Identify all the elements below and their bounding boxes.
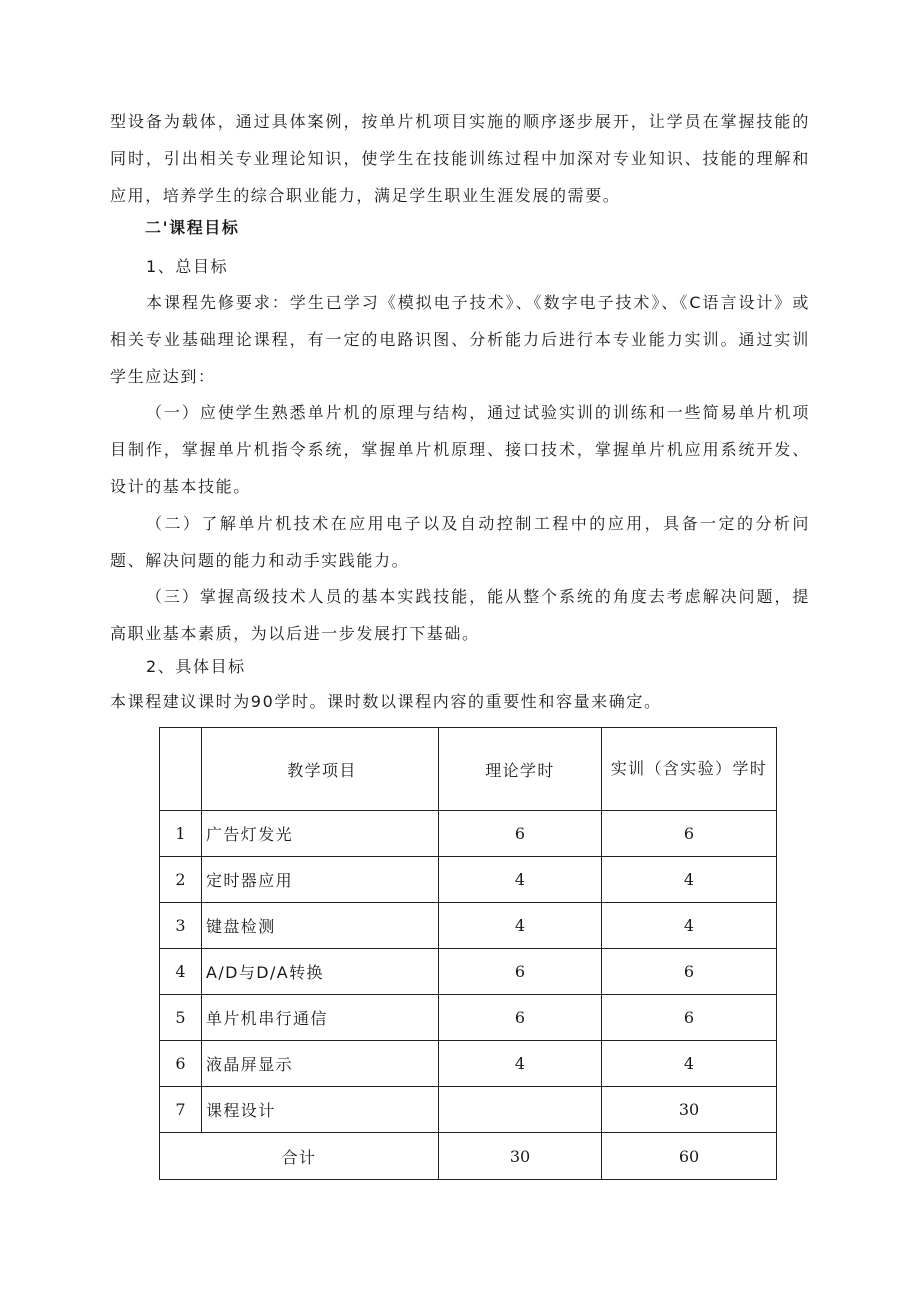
course-hours-table xyxy=(159,727,777,1180)
section-heading-course-goals: 二'课程目标 xyxy=(145,218,240,237)
prerequisite-paragraph: 本课程先修要求：学生已学习《模拟电子技术》、《数字电子技术》、《C语言设计》或相关专业基础理论课程，有一定的电路识图、分析能力后进行本专业能力实训。通过实训学生应达到： xyxy=(110,293,810,386)
total-theory: 30 xyxy=(439,1133,602,1180)
row-item: 课程设计 xyxy=(202,1087,439,1133)
row-no: 7 xyxy=(160,1087,202,1133)
row-practice: 6 xyxy=(602,811,777,857)
table-total-row xyxy=(160,1133,777,1180)
goal-paragraph-3: （三）掌握高级技术人员的基本实践技能，能从整个系统的角度去考虑解决问题，提高职业基本素质，为以后进一步发展打下基础。 xyxy=(110,587,810,643)
table-row xyxy=(160,903,777,949)
row-no: 1 xyxy=(160,811,202,857)
table-row xyxy=(160,811,777,857)
header-item: 教学项目 xyxy=(202,728,439,811)
row-no: 3 xyxy=(160,903,202,949)
row-theory xyxy=(439,1087,602,1133)
row-item: 键盘检测 xyxy=(202,903,439,949)
goal-paragraph-2: （二）了解单片机技术在应用电子以及自动控制工程中的应用，具备一定的分析问题、解决问题的能力和动手实践能力。 xyxy=(110,514,810,570)
header-no xyxy=(160,728,202,811)
row-item: A/D与D/A转换 xyxy=(202,949,439,995)
table-header-row xyxy=(160,728,777,811)
intro-paragraph: 型设备为载体，通过具体案例，按单片机项目实施的顺序逐步展开，让学员在掌握技能的同时，引出相关专业理论知识，使学生在技能训练过程中加深对专业知识、技能的理解和应用，培养学生的综合职业能力，满足学生职业生涯发展的需要。 xyxy=(110,112,810,205)
row-practice: 4 xyxy=(602,857,777,903)
row-practice: 4 xyxy=(602,1041,777,1087)
header-practice-hours: 实训（含实验）学时 xyxy=(602,728,777,811)
row-no: 6 xyxy=(160,1041,202,1087)
row-item: 液晶屏显示 xyxy=(202,1041,439,1087)
table-row xyxy=(160,949,777,995)
row-item: 单片机串行通信 xyxy=(202,995,439,1041)
table-row xyxy=(160,1087,777,1133)
row-theory: 4 xyxy=(439,857,602,903)
row-practice: 30 xyxy=(602,1087,777,1133)
row-theory: 6 xyxy=(439,949,602,995)
row-theory: 4 xyxy=(439,1041,602,1087)
row-theory: 6 xyxy=(439,995,602,1041)
goal-paragraph-1: （一）应使学生熟悉单片机的原理与结构，通过试验实训的训练和一些简易单片机项目制作，掌握单片机指令系统，掌握单片机原理、接口技术，掌握单片机应用系统开发、设计的基本技能。 xyxy=(110,403,810,496)
table-row xyxy=(160,995,777,1041)
table-row xyxy=(160,857,777,903)
row-item: 定时器应用 xyxy=(202,857,439,903)
header-theory-hours: 理论学时 xyxy=(439,728,602,811)
row-theory: 6 xyxy=(439,811,602,857)
total-label: 合计 xyxy=(160,1133,439,1180)
total-practice: 60 xyxy=(602,1133,777,1180)
row-theory: 4 xyxy=(439,903,602,949)
row-no: 5 xyxy=(160,995,202,1041)
hours-note: 本课程建议课时为90学时。课时数以课程内容的重要性和容量来确定。 xyxy=(110,692,662,711)
row-item: 广告灯发光 xyxy=(202,811,439,857)
row-practice: 4 xyxy=(602,903,777,949)
row-practice: 6 xyxy=(602,949,777,995)
row-no: 4 xyxy=(160,949,202,995)
table-row xyxy=(160,1041,777,1087)
sub-heading-specific-goal: 2、具体目标 xyxy=(146,657,246,676)
row-no: 2 xyxy=(160,857,202,903)
sub-heading-overall-goal: 1、总目标 xyxy=(146,257,229,276)
row-practice: 6 xyxy=(602,995,777,1041)
